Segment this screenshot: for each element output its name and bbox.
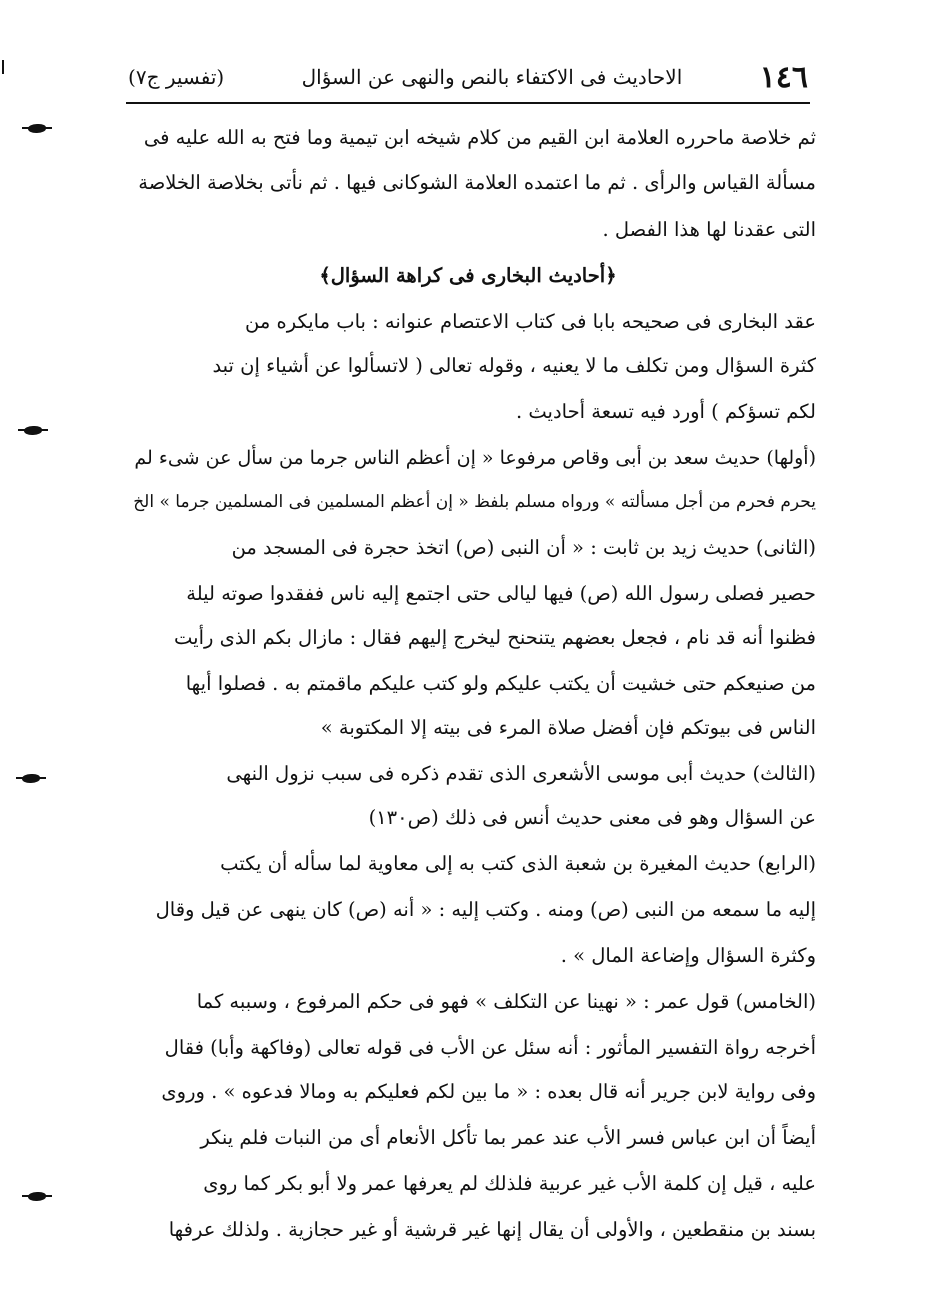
text-line: (الثالث) حديث أبى موسى الأشعرى الذى تقدم ذكره فى سبب نزول النهى xyxy=(226,762,816,785)
running-title: الاحاديث فى الاكتفاء بالنص والنهى عن السؤال xyxy=(301,65,683,89)
text-line: مسألة القياس والرأى . ثم ما اعتمده العلامة الشوكانى فيها . ثم نأتى بخلاصة الخلاصة xyxy=(138,171,816,194)
scan-edge-mark xyxy=(2,60,4,74)
margin-ink-mark xyxy=(24,426,42,435)
header-rule xyxy=(126,102,810,104)
text-line: إليه ما سمعه من النبى (ص) ومنه . وكتب إليه : « أنه (ص) كان ينهى عن قيل وقال xyxy=(155,898,816,921)
text-line: وكثرة السؤال وإضاعة المال » . xyxy=(560,944,816,967)
margin-ink-mark xyxy=(28,124,46,133)
text-line: الناس فى بيوتكم فإن أفضل صلاة المرء فى بيته إلا المكتوبة » xyxy=(320,716,816,739)
volume-label: (تفسير ج٧) xyxy=(128,65,225,89)
text-line: التى عقدنا لها هذا الفصل . xyxy=(602,218,816,241)
text-line: أخرجه رواة التفسير المأثور : أنه سئل عن الأب فى قوله تعالى (وفاكهة وأبا) فقال xyxy=(164,1036,816,1059)
text-line: يحرم فحرم من أجل مسألته » ورواه مسلم بلفظ « إن أعظم المسلمين فى المسلمين جرما » الخ xyxy=(133,492,816,512)
text-line: وفى رواية لابن جرير أنه قال بعده : « ما بين لكم فعليكم به ومالا فدعوه » . وروى xyxy=(161,1080,816,1103)
text-line: بسند بن منقطعين ، والأولى أن يقال إنها غير قرشية أو غير حجازية . ولذلك عرفها xyxy=(168,1218,816,1241)
text-line: عن السؤال وهو فى معنى حديث أنس فى ذلك (ص١٣٠) xyxy=(368,806,816,829)
margin-ink-mark xyxy=(28,1192,46,1201)
text-line: لكم تسؤكم ) أورد فيه تسعة أحاديث . xyxy=(516,400,816,423)
text-line: أيضاً أن ابن عباس فسر الأب عند عمر بما تأكل الأنعام أى من النبات فلم ينكر xyxy=(200,1126,816,1149)
section-heading: ﴿أحاديث البخارى فى كراهة السؤال﴾ xyxy=(319,264,617,287)
page-number: ١٤٦ xyxy=(759,59,808,95)
body-text xyxy=(120,118,816,1298)
text-line: عقد البخارى فى صحيحه بابا فى كتاب الاعتصام عنوانه : باب مايكره من xyxy=(244,310,816,333)
text-line: ثم خلاصة ماحرره العلامة ابن القيم من كلام شيخه ابن تيمية وما فتح به الله عليه فى xyxy=(143,126,816,149)
text-line: (أولها) حديث سعد بن أبى وقاص مرفوعا « إن أعظم الناس جرما من سأل عن شىء لم xyxy=(134,447,816,469)
text-line: كثرة السؤال ومن تكلف ما لا يعنيه ، وقوله تعالى ( لاتسألوا عن أشياء إن تبد xyxy=(212,354,816,377)
text-line: (الرابع) حديث المغيرة بن شعبة الذى كتب به إلى معاوية لما سأله أن يكتب xyxy=(220,852,816,875)
text-line: من صنيعكم حتى خشيت أن يكتب عليكم ولو كتب عليكم ماقمتم به . فصلوا أيها xyxy=(185,672,816,695)
text-line: فظنوا أنه قد نام ، فجعل بعضهم يتنحنح ليخرج إليهم فقال : مازال بكم الذى رأيت xyxy=(174,626,816,649)
text-line: حصير فصلى رسول الله (ص) فيها ليالى حتى اجتمع إليه ناس ففقدوا صوته ليلة xyxy=(186,582,816,605)
text-line: (الثانى) حديث زيد بن ثابت : « أن النبى (ص) اتخذ حجرة فى المسجد من xyxy=(231,536,816,559)
text-line: (الخامس) قول عمر : « نهينا عن التكلف » فهو فى حكم المرفوع ، وسببه كما xyxy=(196,990,816,1013)
text-line: عليه ، قيل إن كلمة الأب غير عربية فلذلك لم يعرفها عمر ولا أبو بكر كما روى xyxy=(203,1172,816,1195)
margin-ink-mark xyxy=(22,774,40,783)
page-header xyxy=(128,52,808,102)
